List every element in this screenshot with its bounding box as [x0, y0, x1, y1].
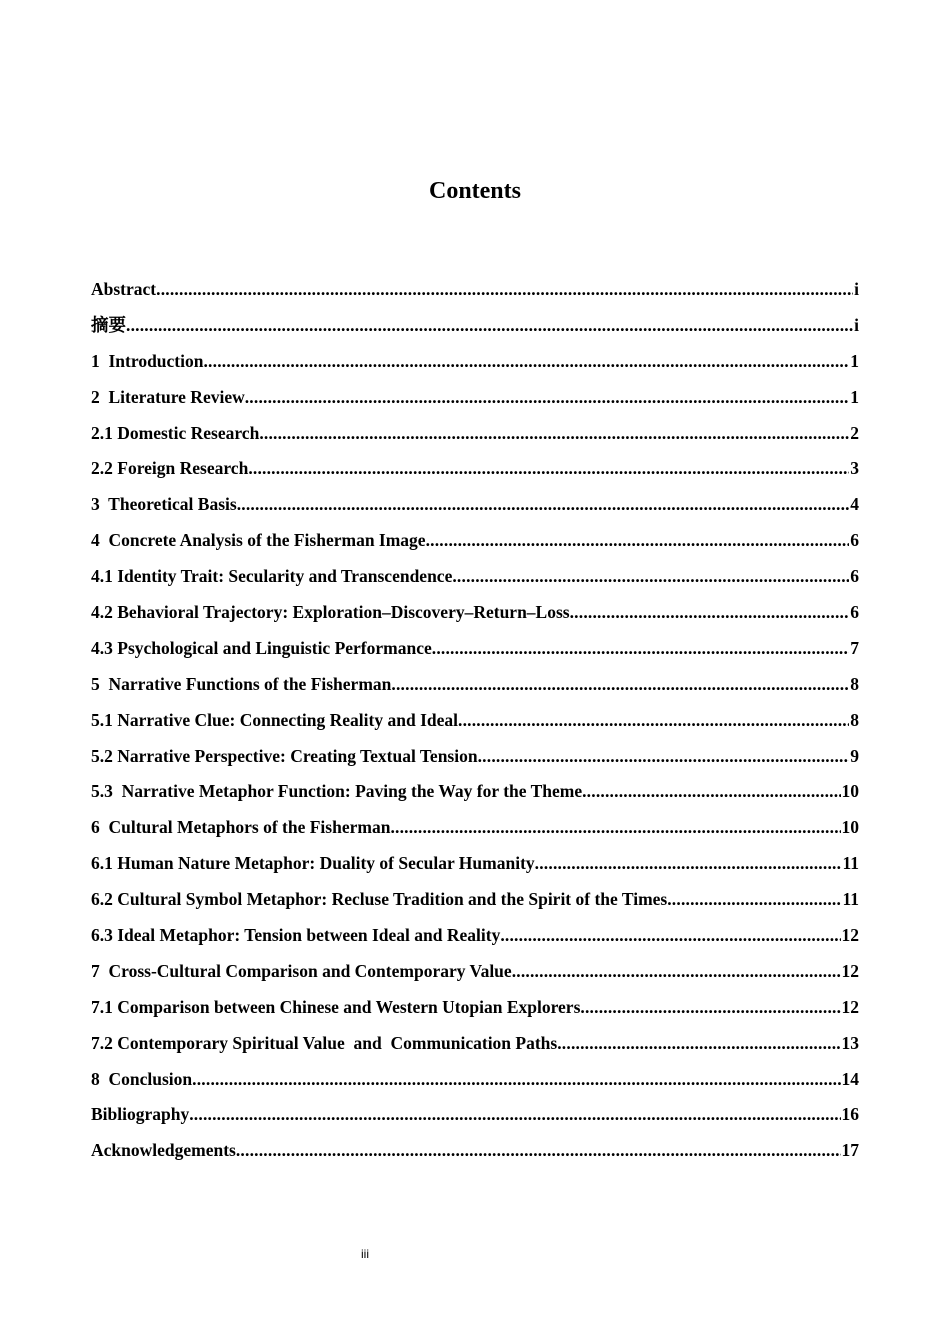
- toc-dot-leader: [535, 850, 842, 876]
- footer-page-number: iii: [361, 1247, 369, 1261]
- toc-entry[interactable]: [91, 455, 859, 491]
- toc-entry[interactable]: [91, 1066, 859, 1102]
- toc-entry-label: 5.2 Narrative Perspective: Creating Textual Tension: [91, 745, 478, 766]
- toc-entry-page-number: 16: [841, 1104, 859, 1125]
- toc-dot-leader: [580, 994, 840, 1020]
- toc-entry[interactable]: [91, 635, 859, 671]
- toc-entry-label: 2 Literature Review: [91, 386, 245, 407]
- toc-entry-label: 4.3 Psychological and Linguistic Performance: [91, 637, 432, 658]
- toc-entry[interactable]: [91, 994, 859, 1030]
- toc-entry-label: 2.1 Domestic Research: [91, 422, 260, 443]
- toc-entry[interactable]: [91, 1101, 859, 1137]
- toc-dot-leader: [248, 455, 849, 481]
- toc-entry-label: 3 Theoretical Basis: [91, 494, 237, 515]
- toc-entry[interactable]: [91, 420, 859, 456]
- toc-entry[interactable]: [91, 707, 859, 743]
- toc-entry-page-number: 12: [841, 925, 859, 946]
- toc-dot-leader: [500, 922, 840, 948]
- toc-entry-page-number: 8: [850, 709, 859, 730]
- toc-entry[interactable]: [91, 563, 859, 599]
- toc-dot-leader: [570, 599, 850, 625]
- toc-dot-leader: [390, 814, 840, 840]
- toc-dot-leader: [512, 958, 841, 984]
- toc-entry-page-number: 6: [850, 602, 859, 623]
- toc-dot-leader: [667, 886, 841, 912]
- toc-dot-leader: [156, 276, 853, 302]
- toc-dot-leader: [192, 1066, 840, 1092]
- toc-entry-page-number: 7: [850, 637, 859, 658]
- toc-entry[interactable]: [91, 922, 859, 958]
- toc-entry-label: Bibliography: [91, 1104, 190, 1125]
- toc-entry-page-number: 6: [850, 566, 859, 587]
- toc-entry[interactable]: [91, 671, 859, 707]
- toc-entry-page-number: 13: [841, 1032, 859, 1053]
- table-of-contents: [91, 276, 859, 1173]
- toc-dot-leader: [391, 671, 849, 697]
- toc-entry[interactable]: [91, 527, 859, 563]
- toc-dot-leader: [478, 743, 850, 769]
- toc-entry-label: 5.3 Narrative Metaphor Function: Paving the Way for the Theme: [91, 781, 583, 802]
- toc-dot-leader: [582, 778, 840, 804]
- toc-entry-label: 6.3 Ideal Metaphor: Tension between Ideal and Reality: [91, 925, 501, 946]
- toc-entry-page-number: 11: [842, 853, 859, 874]
- toc-entry-label: 6.1 Human Nature Metaphor: Duality of Secular Humanity: [91, 853, 535, 874]
- toc-entry-label: 7 Cross-Cultural Comparison and Contemporary Value: [91, 960, 512, 981]
- toc-entry-label: 8 Conclusion: [91, 1068, 193, 1089]
- toc-entry-label: 1 Introduction: [91, 350, 204, 371]
- toc-dot-leader: [203, 348, 849, 374]
- toc-dot-leader: [237, 491, 850, 517]
- toc-entry[interactable]: [91, 814, 859, 850]
- toc-entry-label: 7.2 Contemporary Spiritual Value and Communication Paths: [91, 1032, 558, 1053]
- toc-entry-page-number: i: [854, 314, 859, 335]
- toc-entry[interactable]: [91, 384, 859, 420]
- toc-entry-page-number: 10: [841, 781, 859, 802]
- toc-entry[interactable]: [91, 312, 859, 348]
- toc-entry-label: 5 Narrative Functions of the Fisherman: [91, 673, 392, 694]
- toc-entry[interactable]: [91, 348, 859, 384]
- toc-entry[interactable]: [91, 778, 859, 814]
- toc-entry-label: 4 Concrete Analysis of the Fisherman Image: [91, 530, 426, 551]
- toc-entry-label: Acknowledgements: [91, 1140, 236, 1161]
- toc-entry-page-number: 11: [842, 889, 859, 910]
- toc-dot-leader: [236, 1137, 841, 1163]
- toc-entry[interactable]: [91, 491, 859, 527]
- toc-entry[interactable]: [91, 1137, 859, 1173]
- toc-entry-label: 4.1 Identity Trait: Secularity and Transcendence: [91, 566, 453, 587]
- toc-entry[interactable]: [91, 886, 859, 922]
- toc-entry-page-number: 12: [841, 960, 859, 981]
- toc-entry-page-number: 6: [850, 530, 859, 551]
- toc-entry-label: 7.1 Comparison between Chinese and Western Utopian Explorers: [91, 996, 581, 1017]
- toc-entry-page-number: i: [854, 279, 859, 299]
- toc-entry-page-number: 3: [850, 458, 859, 479]
- toc-dot-leader: [189, 1101, 840, 1127]
- toc-dot-leader: [432, 635, 850, 661]
- toc-entry[interactable]: [91, 850, 859, 886]
- toc-entry-page-number: 17: [841, 1140, 859, 1161]
- toc-entry-page-number: 14: [841, 1068, 859, 1089]
- toc-entry-page-number: 2: [850, 422, 859, 443]
- toc-entry-page-number: 4: [850, 494, 859, 515]
- toc-dot-leader: [458, 707, 849, 733]
- toc-dot-leader: [245, 384, 850, 410]
- toc-entry[interactable]: [91, 1030, 859, 1066]
- toc-entry-label: Abstract: [91, 279, 157, 299]
- toc-entry-page-number: 9: [850, 745, 859, 766]
- toc-entry[interactable]: [91, 743, 859, 779]
- toc-entry-page-number: 10: [841, 817, 859, 838]
- toc-entry[interactable]: [91, 599, 859, 635]
- toc-entry[interactable]: [91, 958, 859, 994]
- toc-entry-label: 5.1 Narrative Clue: Connecting Reality and Ideal: [91, 709, 458, 730]
- toc-entry-label: 2.2 Foreign Research: [91, 458, 249, 479]
- page-title: Contents: [428, 178, 521, 204]
- toc-entry-page-number: 8: [850, 673, 859, 694]
- toc-dot-leader: [126, 312, 853, 338]
- toc-dot-leader: [452, 563, 849, 589]
- toc-entry-page-number: 12: [841, 996, 859, 1017]
- toc-entry-page-number: 1: [850, 386, 859, 407]
- toc-entry-page-number: 1: [850, 350, 859, 371]
- toc-entry-label: 摘要: [91, 314, 126, 335]
- toc-entry-label: 4.2 Behavioral Trajectory: Exploration–Discovery–Return–Loss: [91, 602, 570, 623]
- toc-dot-leader: [426, 527, 850, 553]
- toc-entry-label: 6 Cultural Metaphors of the Fisherman: [91, 817, 391, 838]
- toc-entry[interactable]: [91, 276, 859, 312]
- toc-dot-leader: [557, 1030, 840, 1056]
- toc-dot-leader: [259, 420, 849, 446]
- toc-entry-label: 6.2 Cultural Symbol Metaphor: Recluse Tradition and the Spirit of the Times: [91, 889, 668, 910]
